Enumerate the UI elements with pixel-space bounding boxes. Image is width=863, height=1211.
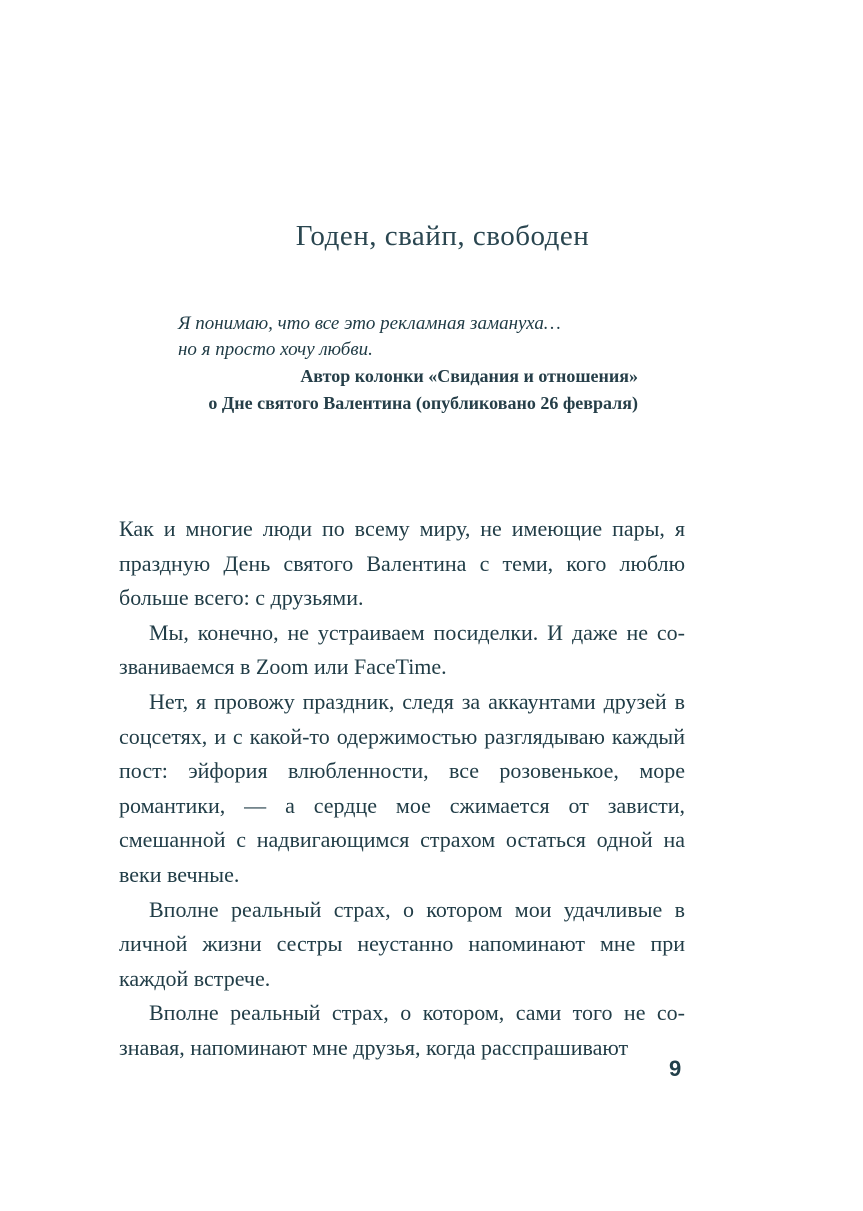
epigraph-attribution-line-2: о Дне святого Валентина (опубликовано 26 февраля) — [208, 393, 638, 413]
body-text — [119, 512, 685, 1066]
paragraph-5: Вполне реальный страх, о котором, сами того не сознавая, напоминают мне друзья, когда расспрашивают — [119, 1000, 685, 1060]
epigraph-quote-line-2: но я просто хочу любви. — [178, 339, 373, 360]
epigraph — [178, 311, 638, 417]
epigraph-attribution — [178, 363, 638, 417]
paragraph-4: Вполне реальный страх, о котором мои удачливые в личной жизни сестры неустанно напоминают мне при каждой встрече. — [119, 896, 685, 991]
paragraph-3: Нет, я провожу праздник, следя за аккаунтами друзей в соцсетях, и с какой-то одержимостью разглядываю каждый пост: эйфория влюбленности, все розовенькое, море романтики, — а сердце мое сжимается от зависти, смешанной с надвигающимся страхом остаться одной на веки вечные. — [119, 688, 685, 887]
epigraph-quote — [178, 311, 638, 363]
chapter-title: Годен, свайп, свободен — [295, 220, 590, 252]
page-number: 9 — [669, 1056, 682, 1081]
paragraph-1: Как и многие люди по всему миру, не имеющие пары, я праздную День святого Валентина с теми, кого люблю больше всего: с друзьями. — [119, 516, 685, 611]
paragraph-2: Мы, конечно, не устраиваем посиделки. И даже не созваниваемся в Zoom или FaceTime. — [119, 619, 685, 680]
epigraph-quote-line-1: Я понимаю, что все это рекламная замануха… — [178, 313, 561, 334]
epigraph-attribution-line-1: Автор колонки «Свидания и отношения» — [300, 366, 638, 386]
